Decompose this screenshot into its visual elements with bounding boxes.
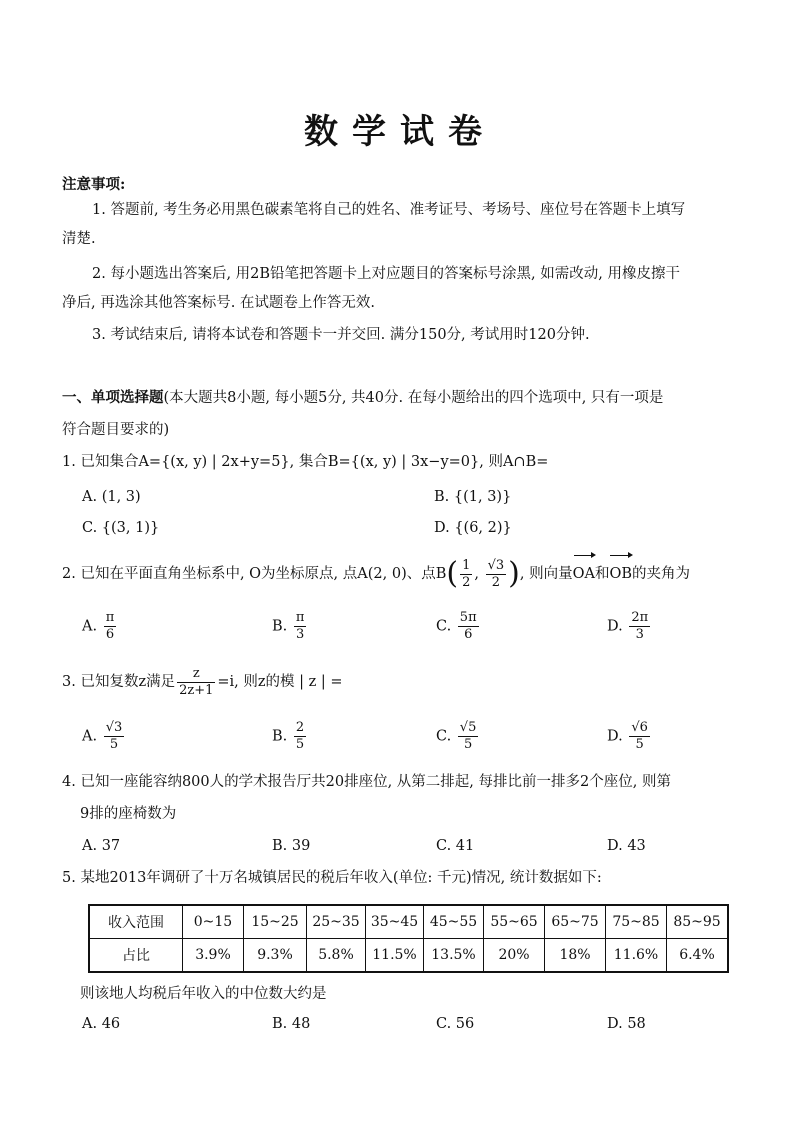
option-frac — [629, 610, 650, 643]
q4-stem-cont: 9排的座椅数为 — [80, 806, 177, 822]
q2-option-c[interactable] — [436, 610, 481, 643]
q2-stem-mid: , 则向量 — [519, 566, 573, 582]
table-cell: 75~85 — [606, 905, 667, 939]
frac-den: 5 — [463, 737, 473, 752]
frac-num: z — [177, 666, 215, 683]
table-cell: 11.5% — [366, 939, 424, 973]
frac-num: 2π — [631, 610, 649, 625]
section-1-desc-cont: 符合题目要求的) — [62, 422, 170, 438]
frac-num: π — [295, 610, 305, 625]
q1-stem: 1. 已知集合A={(x, y) | 2x+y=5}, 集合B={(x, y) | 3x−y=0}, 则A∩B= — [62, 454, 549, 470]
section-1-title: 一、单项选择题 — [62, 389, 164, 406]
frac-den: 5 — [635, 737, 644, 752]
table-cell: 55~65 — [484, 905, 545, 939]
option-label: A. — [82, 728, 98, 745]
frac-den: 5 — [295, 737, 305, 752]
option-frac — [294, 720, 306, 753]
table-cell: 3.9% — [183, 939, 244, 973]
section-1-desc: (本大题共8小题, 每小题5分, 共40分. 在每小题给出的四个选项中, 只有一项是 — [163, 390, 664, 406]
q5-followup: 则该地人均税后年收入的中位数大约是 — [80, 986, 327, 1002]
frac-den: 2 — [462, 574, 471, 590]
notice-item-3: 3. 考试结束后, 请将本试卷和答题卡一并交回. 满分150分, 考试用时120分钟. — [92, 327, 590, 343]
q2-stem-pre: 2. 已知在平面直角坐标系中, O为坐标原点, 点A(2, 0)、点B — [62, 566, 447, 582]
q5-option-b[interactable]: B. 48 — [272, 1016, 311, 1032]
q5-stem: 5. 某地2013年调研了十万名城镇居民的税后年收入(单位: 千元)情况, 统计数据如下: — [62, 870, 602, 886]
option-frac — [104, 720, 125, 753]
option-frac — [294, 610, 307, 643]
frac-num: √3 — [487, 557, 505, 573]
frac-den: 2 — [491, 574, 501, 590]
q1-option-b[interactable]: B. {(1, 3)} — [434, 489, 512, 505]
notice-item-1-cont: 清楚. — [62, 231, 96, 247]
q2-vector-ob: OB — [609, 556, 632, 592]
frac-den: 6 — [464, 627, 473, 642]
q4-option-d[interactable]: D. 43 — [607, 838, 646, 854]
table-cell: 占比 — [89, 939, 183, 973]
q2-stem-post: 的夹角为 — [632, 566, 691, 582]
option-frac — [629, 720, 650, 753]
q2-option-b[interactable] — [272, 610, 308, 643]
table-cell: 85~95 — [667, 905, 729, 939]
table-cell: 20% — [484, 939, 545, 973]
paren-open: ( — [446, 556, 459, 591]
table-row — [89, 939, 728, 973]
q4-option-a[interactable]: A. 37 — [82, 838, 121, 854]
q5-option-d[interactable]: D. 58 — [607, 1016, 646, 1032]
notice-item-2: 2. 每小题选出答案后, 用2B铅笔把答题卡上对应题目的答案标号涂黑, 如需改动, 用橡皮擦干 — [92, 266, 680, 282]
q5-option-a[interactable]: A. 46 — [82, 1016, 121, 1032]
table-cell: 收入范围 — [89, 905, 183, 939]
q2-point-b-y — [486, 558, 507, 591]
table-cell: 5.8% — [307, 939, 366, 973]
option-label: C. — [436, 618, 452, 635]
option-label: B. — [272, 728, 288, 745]
option-frac — [458, 720, 479, 753]
frac-num: 2 — [295, 720, 305, 735]
table-cell: 65~75 — [545, 905, 606, 939]
q2-option-a[interactable] — [82, 610, 118, 643]
notice-heading: 注意事项: — [62, 176, 126, 193]
q3-option-a[interactable] — [82, 720, 126, 753]
q3-stem-post: =i, 则z的模 | z | = — [217, 674, 343, 690]
notice-item-1: 1. 答题前, 考生务必用黑色碳素笔将自己的姓名、准考证号、考场号、座位号在答题卡上填写 — [92, 202, 686, 218]
option-frac — [104, 610, 117, 643]
q3-option-d[interactable] — [607, 720, 652, 753]
q2-point-b-x — [460, 558, 472, 591]
table-cell: 25~35 — [307, 905, 366, 939]
table-cell: 15~25 — [244, 905, 307, 939]
frac-num: √5 — [459, 720, 477, 735]
table-cell: 18% — [545, 939, 606, 973]
option-frac — [458, 610, 479, 643]
paren-close: ) — [508, 556, 520, 591]
q4-option-c[interactable]: C. 41 — [436, 838, 475, 854]
table-cell: 45~55 — [424, 905, 484, 939]
table-cell: 11.6% — [606, 939, 667, 973]
table-cell: 6.4% — [667, 939, 729, 973]
frac-num: 1 — [462, 557, 471, 573]
q1-option-c[interactable]: C. {(3, 1)} — [82, 520, 160, 536]
frac-den: 5 — [109, 737, 119, 752]
table-cell: 13.5% — [424, 939, 484, 973]
frac-num: √3 — [105, 720, 123, 735]
frac-num: 5π — [459, 610, 477, 625]
q1-option-a[interactable]: A. (1, 3) — [82, 489, 141, 505]
q1-option-d[interactable]: D. {(6, 2)} — [434, 520, 512, 536]
table-cell: 9.3% — [244, 939, 307, 973]
q3-option-b[interactable] — [272, 720, 308, 753]
frac-den: 6 — [105, 627, 115, 642]
q3-stem — [62, 664, 343, 700]
option-label: D. — [607, 618, 623, 635]
q2-vector-oa: OA — [573, 556, 595, 592]
table-cell: 0~15 — [183, 905, 244, 939]
option-label: A. — [82, 618, 98, 635]
q5-option-c[interactable]: C. 56 — [436, 1016, 475, 1032]
q3-stem-pre: 3. 已知复数z满足 — [62, 674, 176, 690]
q4-stem: 4. 已知一座能容纳800人的学术报告厅共20排座位, 从第二排起, 每排比前一排多2个座位, 则第 — [62, 774, 671, 790]
page-title: 数学试卷 — [304, 112, 496, 152]
frac-num: √6 — [631, 720, 648, 735]
q2-stem: 2. 已知在平面直角坐标系中, O为坐标原点, 点A(2, 0)、点B( $\frac{1}{2}$ , $\frac{√3}{2}$ ), 则向量OA和OB的夹角为 — [62, 556, 691, 591]
income-table — [88, 904, 729, 973]
notice-item-2-cont: 净后, 再选涂其他答案标号. 在试题卷上作答无效. — [62, 295, 376, 311]
frac-den: 2z+1 — [179, 682, 214, 698]
frac-den: 3 — [635, 627, 644, 642]
table-cell: 35~45 — [366, 905, 424, 939]
option-label: B. — [272, 618, 288, 635]
option-label: C. — [436, 728, 452, 745]
q2-option-d[interactable] — [607, 610, 652, 643]
q3-option-c[interactable] — [436, 720, 480, 753]
section-1-heading — [62, 388, 663, 408]
frac-den: 3 — [296, 627, 305, 642]
frac-num: π — [105, 610, 115, 625]
q3-fraction — [177, 666, 215, 699]
table-row — [89, 905, 728, 939]
option-label: D. — [607, 728, 623, 745]
q2-and: 和 — [594, 566, 610, 582]
q4-option-b[interactable]: B. 39 — [272, 838, 311, 854]
